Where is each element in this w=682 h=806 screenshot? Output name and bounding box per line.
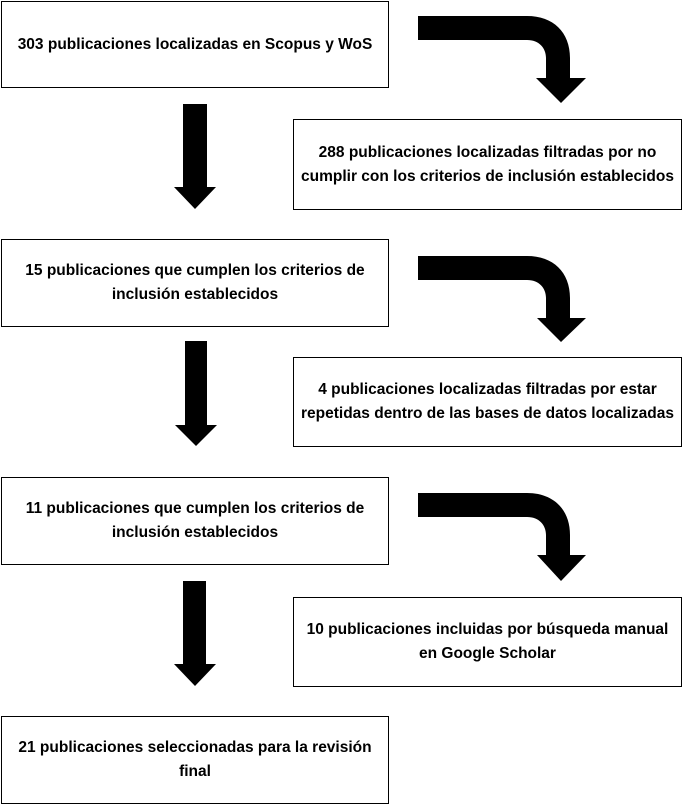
box-inclusion-criteria-11-text: 11 publicaciones que cumplen los criterios de inclusión establecidos	[25, 500, 365, 541]
box-google-scholar-text: 10 publicaciones incluidas por búsqueda manual en Google Scholar	[306, 621, 669, 662]
down-arrow-3	[174, 581, 216, 686]
box-scopus-wos	[1, 1, 389, 88]
bent-arrow-2	[418, 256, 586, 342]
box-inclusion-criteria-15-text: 15 publicaciones que cumplen los criterios de inclusión establecidos	[25, 262, 365, 303]
box-inclusion-criteria-15	[1, 239, 389, 327]
box-google-scholar	[293, 597, 682, 687]
box-scopus-wos-text: 303 publicaciones localizadas en Scopus y WoS	[17, 35, 373, 53]
bent-arrow-1	[418, 16, 586, 103]
box-filtered-288-text: 288 publicaciones localizadas filtradas por no cumplir con los criterios de inclusión establecidos	[301, 143, 674, 185]
box-final-selection	[1, 716, 389, 804]
box-filtered-duplicates-text: 4 publicaciones localizadas filtradas por estar repetidas dentro de las bases de datos localizadas	[301, 381, 674, 422]
box-final-selection-text: 21 publicaciones seleccionadas para la revisión final	[18, 739, 372, 780]
box-filtered-duplicates	[293, 357, 682, 447]
box-inclusion-criteria-11	[1, 477, 389, 565]
down-arrow-1	[174, 104, 216, 209]
down-arrow-2	[175, 341, 217, 446]
box-filtered-288	[293, 119, 682, 210]
bent-arrow-3	[418, 493, 586, 581]
